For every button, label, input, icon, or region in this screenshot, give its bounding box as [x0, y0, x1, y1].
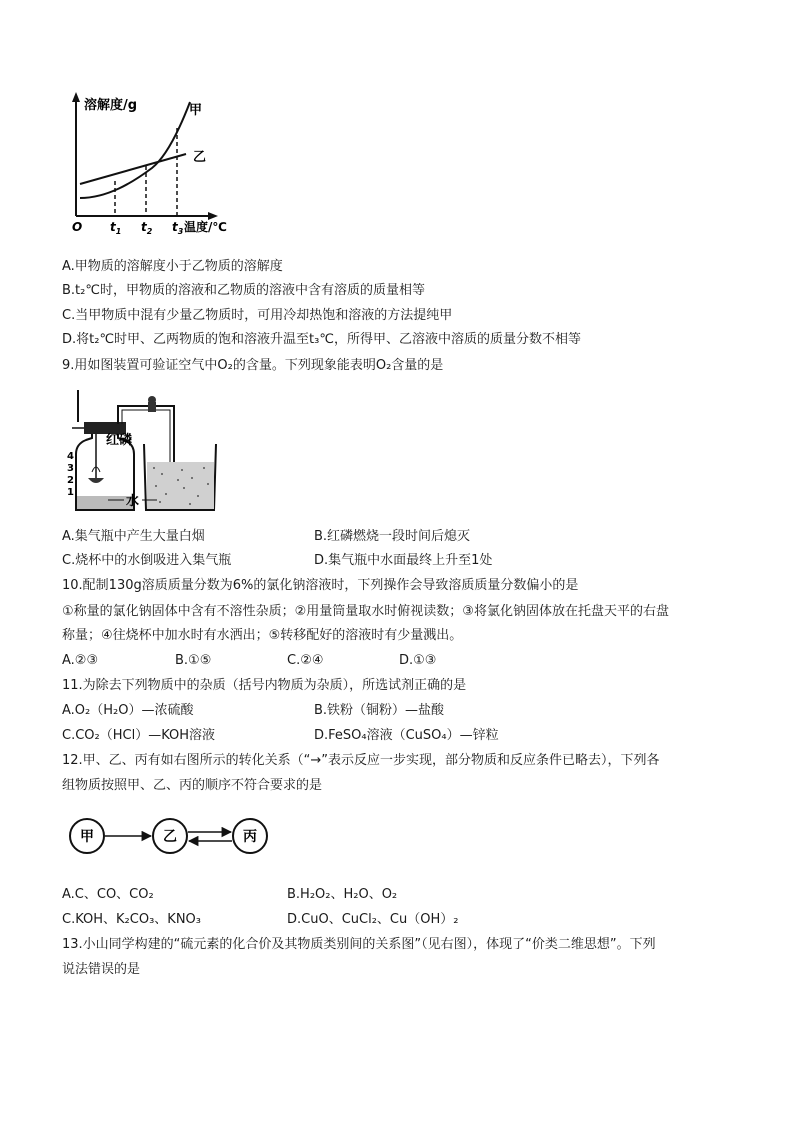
q12-option-b: B.H₂O₂、H₂O、O₂	[287, 887, 398, 902]
q10-option-b: B.①⑤	[175, 653, 212, 668]
q10-option-d: D.①③	[399, 653, 437, 668]
scale-label-1: 1	[67, 487, 74, 498]
q13-stem-line1: 13.小山同学构建的“硫元素的化合价及其物质类别间的关系图”（见右图），体现了“价类二维思想”。下列	[62, 937, 656, 952]
tick-t2: $t_2$	[141, 220, 153, 236]
solubility-graph	[62, 88, 262, 238]
x-axis-arrow-icon	[208, 212, 218, 220]
q12-option-d: D.CuO、CuCl₂、Cu（OH）₂	[287, 912, 459, 927]
q12-stem-line2: 组物质按照甲、乙、丙的顺序不符合要求的是	[62, 778, 323, 793]
beaker-water	[147, 462, 214, 509]
x-axis-label: 温度/℃	[184, 220, 227, 234]
q8-option-d: D.将t₂℃时甲、乙两物质的饱和溶液升温至t₃℃，所得甲、乙溶液中溶质的质量分数不相等	[62, 332, 581, 347]
q10-option-a: A.②③	[62, 653, 99, 668]
q9-option-c: C.烧杯中的水倒吸进入集气瓶	[62, 553, 232, 568]
q8-option-a: A.甲物质的溶解度小于乙物质的溶解度	[62, 259, 283, 274]
q10-option-c: C.②④	[287, 653, 324, 668]
curve-yi	[80, 154, 186, 184]
bottle-water	[77, 496, 133, 509]
q11-option-a: A.O₂（H₂O）—浓硫酸	[62, 703, 194, 718]
label-phosphorus: 红磷	[106, 433, 133, 448]
origin-label: O	[72, 220, 83, 234]
curve-jia	[80, 102, 190, 198]
conversion-diagram	[62, 810, 312, 866]
node-jia-label: 甲	[80, 829, 94, 845]
combustion-spoon	[88, 478, 104, 483]
q11-stem: 11.为除去下列物质中的杂质（括号内物质为杂质），所选试剂正确的是	[62, 678, 467, 693]
tick-t1: $t_1$	[110, 220, 122, 236]
node-yi-label: 乙	[163, 829, 177, 845]
curve-jia-label: 甲	[189, 103, 203, 118]
q12-stem-line1: 12.甲、乙、丙有如右图所示的转化关系（“→”表示反应一步实现，部分物质和反应条件已略去），下列各	[62, 753, 660, 768]
oxygen-apparatus-figure	[62, 382, 237, 522]
q11-option-c: C.CO₂（HCl）—KOH溶液	[62, 728, 216, 743]
label-water: 水	[126, 494, 140, 509]
curve-yi-label: 乙	[193, 150, 207, 165]
q10-stem: 10.配制130g溶质质量分数为6%的氯化钠溶液时，下列操作会导致溶质质量分数偏小的是	[62, 578, 579, 593]
y-axis-label: 溶解度/g	[84, 98, 138, 113]
y-axis-arrow-icon	[72, 92, 80, 102]
q11-option-b: B.铁粉（铜粉）—盐酸	[314, 703, 445, 718]
q9-stem: 9.用如图装置可验证空气中O₂的含量。下列现象能表明O₂含量的是	[62, 358, 444, 373]
node-bing-label: 丙	[243, 829, 257, 845]
q10-detail-line2: 称量；④往烧杯中加水时有水洒出；⑤转移配好的溶液时有少量溅出。	[62, 628, 463, 643]
scale-label-4: 4	[67, 451, 74, 462]
q11-option-d: D.FeSO₄溶液（CuSO₄）—锌粒	[314, 728, 499, 743]
q13-stem-line2: 说法错误的是	[62, 962, 141, 977]
q9-option-b: B.红磷燃烧一段时间后熄灭	[314, 529, 471, 544]
q9-option-d: D.集气瓶中水面最终上升至1处	[314, 553, 493, 568]
q12-option-c: C.KOH、K₂CO₃、KNO₃	[62, 912, 201, 927]
q9-option-a: A.集气瓶中产生大量白烟	[62, 529, 205, 544]
q10-detail-line1: ①称量的氯化钠固体中含有不溶性杂质；②用量筒量取水时俯视读数；③将氯化钠固体放在托盘天平的右盘	[62, 604, 669, 619]
scale-label-2: 2	[67, 475, 74, 486]
q12-option-a: A.C、CO、CO₂	[62, 887, 154, 902]
tick-t3: $t_3$	[172, 220, 184, 236]
q8-option-c: C.当甲物质中混有少量乙物质时，可用冷却热饱和溶液的方法提纯甲	[62, 308, 453, 323]
q8-option-b: B.t₂℃时，甲物质的溶液和乙物质的溶液中含有溶质的质量相等	[62, 283, 425, 298]
scale-label-3: 3	[67, 463, 74, 474]
